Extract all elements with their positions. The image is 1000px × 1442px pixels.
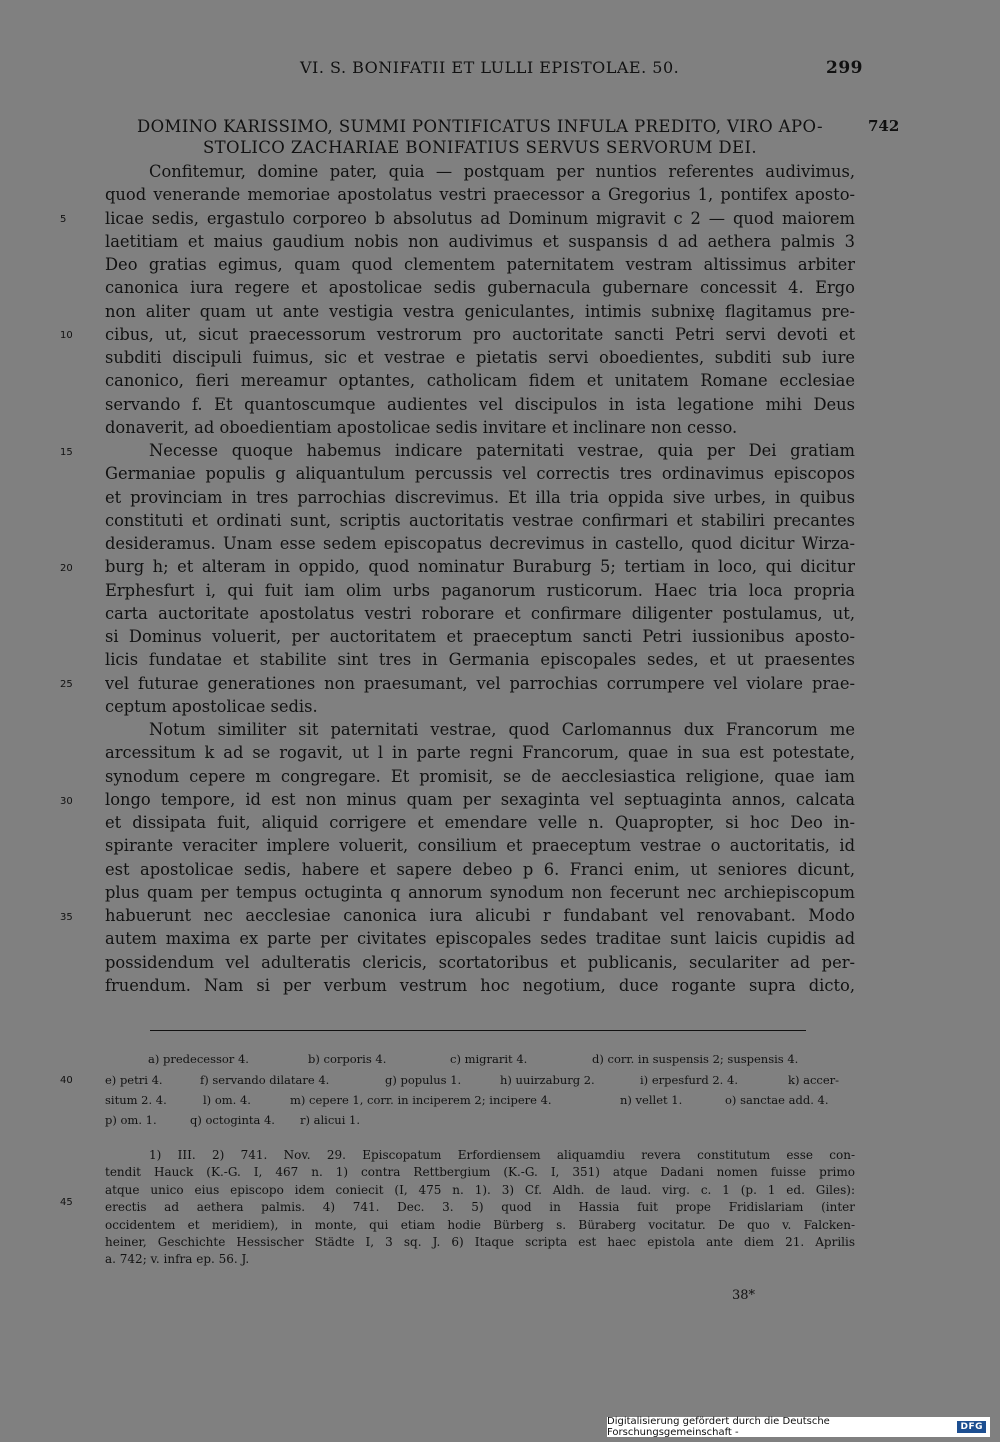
line-number: 20 — [60, 563, 73, 574]
body-line: cibus, ut, sicut praecessorum vestrorum pro auctoritate sancti Petri servi devoti et — [105, 324, 855, 344]
dfg-logo-icon: DFG — [957, 1421, 986, 1433]
line-number: 35 — [60, 912, 73, 923]
body-line: longo tempore, id est non minus quam per sexaginta vel septuaginta annos, calcata — [105, 789, 855, 809]
line-number: 25 — [60, 679, 73, 690]
body-line: quod venerande memoriae apostolatus vestri praecessor a Gregorius 1, pontifex aposto- — [105, 185, 855, 205]
apparatus-entry: e) petri 4. — [105, 1073, 163, 1087]
body-line: et dissipata fuit, aliquid corrigere et emendare velle n. Quapropter, si hoc Deo in- — [105, 813, 855, 832]
note-line: tendit Hauck (K.-G. I, 467 n. 1) contra Rettbergium (K.-G. I, 351) atque Dadani nomen fuisse primo — [105, 1165, 855, 1180]
apparatus-entry: q) octoginta 4. — [190, 1113, 275, 1127]
body-line: fruendum. Nam si per verbum vestrum hoc negotium, duce rogante supra dicto, — [105, 975, 855, 995]
note-line: erectis ad aethera palmis. 4) 741. Dec. 3. 5) quod in Hassia fuit prope Fridislariam (inter — [105, 1200, 855, 1215]
apparatus-entry: p) om. 1. — [105, 1113, 157, 1127]
body-line: arcessitum k ad se rogavit, ut l in parte regni Francorum, quae in sua est potestate, — [105, 743, 855, 763]
body-line: plus quam per tempus octuginta q annorum synodum non fecerunt nec archiepiscopum — [105, 882, 855, 902]
note-line: atque unico eius episcopo idem coniecit (I, 475 n. 1). 3) Cf. Aldh. de laud. virg. c. 1 (p. 1 ed. Giles): — [105, 1182, 855, 1197]
apparatus-entry: d) corr. in suspensis 2; suspensis 4. — [592, 1052, 799, 1066]
title-line-2: STOLICO ZACHARIAE BONIFATIUS SERVUS SERVORUM DEI. — [202, 138, 758, 157]
body-line: spirante veraciter implere voluerit, consilium et praeceptum vestrae o auctoritatis, id — [105, 836, 855, 856]
body-line: et provinciam in tres parrochias discrevimus. Et illa tria oppida sive urbes, in quibus — [105, 487, 855, 507]
note-line: occidentem et meridiem), in monte, qui etiam hodie Bürberg s. Büraberg vocitatur. De quo v. Falcken- — [105, 1217, 855, 1232]
line-number: 30 — [60, 796, 73, 807]
body-line: Notum similiter sit paternitati vestrae, quod Carlomannus dux Francorum me — [149, 720, 855, 739]
body-line: si Dominus voluerit, per auctoritatem et praeceptum sancti Petri iussionibus aposto- — [105, 627, 855, 646]
body-line: laetitiam et maius gaudium nobis non audivimus et suspansis d ad aethera palmis 3 — [105, 231, 855, 251]
body-line: Necesse quoque habemus indicare paternitati vestrae, quia per Dei gratiam — [149, 441, 855, 460]
apparatus-entry: n) vellet 1. — [620, 1093, 683, 1107]
note-line: heiner, Geschichte Hessischer Städte I, 3 sq. J. 6) Itaque scripta est haec epistola ante diem 21. Aprilis — [105, 1234, 855, 1249]
body-line: Erphesfurt i, qui fuit iam olim urbs paganorum rusticorum. Haec tria loca propria — [105, 580, 855, 600]
body-line: desideramus. Unam esse sedem episcopatus decrevimus in castello, quod dicitur Wirza- — [105, 534, 855, 553]
running-title: VI. S. BONIFATII ET LULLI EPISTOLAE. 50. — [300, 58, 680, 77]
body-line: synodum cepere m congregare. Et promisit, se de aecclesiastica religione, quae iam — [105, 766, 855, 786]
apparatus-entry: m) cepere 1, corr. in inciperem 2; incipere 4. — [290, 1093, 552, 1107]
line-number: 40 — [60, 1075, 73, 1086]
funding-bar — [607, 1417, 990, 1437]
apparatus-entry: a) predecessor 4. — [148, 1052, 249, 1066]
apparatus-entry: g) populus 1. — [385, 1073, 462, 1087]
line-number: 5 — [60, 214, 67, 225]
apparatus-entry: k) accer- — [788, 1073, 840, 1087]
apparatus-entry: situm 2. 4. — [105, 1093, 167, 1107]
body-line: est apostolicae sedis, habere et sapere debeo p 6. Franci enim, ut seniores dicunt, — [105, 859, 855, 879]
title-line-1: DOMINO KARISSIMO, SUMMI PONTIFICATUS INFULA PREDITO, VIRO APO- — [136, 117, 824, 136]
signature-mark: 38* — [732, 1288, 756, 1303]
funding-text: Digitalisierung gefördert durch die Deutsche Forschungsgemeinschaft - — [607, 1416, 830, 1438]
note-line: 1) III. 2) 741. Nov. 29. Episcopatum Erfordiensem aliquamdiu revera constitutum esse con- — [149, 1148, 855, 1162]
body-line: licae sedis, ergastulo corporeo b absolutus ad Dominum migravit c 2 — quod maiorem — [105, 208, 855, 228]
body-line: Deo gratias egimus, quam quod clementem paternitatem vestram altissimus arbiter — [105, 255, 855, 274]
apparatus-entry: f) servando dilatare 4. — [200, 1073, 330, 1087]
body-line: Confitemur, domine pater, quia — postquam per nuntios referentes audivimus, — [149, 162, 855, 181]
apparatus-entry: r) alicui 1. — [300, 1113, 361, 1127]
body-line: carta auctoritate apostolatus vestri roborare et confirmare diligenter postulamus, ut, — [105, 603, 855, 623]
margin-year: 742 — [868, 117, 900, 135]
body-line: Germaniae populis g aliquantulum percussis vel correctis tres ordinavimus episcopos — [105, 464, 855, 484]
body-line: vel futurae generationes non praesumant, vel parrochias corrumpere vel violare prae- — [105, 673, 855, 693]
apparatus-entry: l) om. 4. — [203, 1093, 251, 1107]
page-number: 299 — [826, 58, 863, 78]
apparatus-entry: o) sanctae add. 4. — [725, 1093, 829, 1107]
body-line: habuerunt nec aecclesiae canonica iura alicubi r fundabant vel renovabant. Modo — [105, 906, 855, 925]
footnote-rule — [150, 1030, 806, 1031]
letter-body — [105, 160, 855, 997]
body-line: ceptum apostolicae sedis. — [105, 696, 318, 716]
apparatus-entry: c) migrarit 4. — [450, 1052, 528, 1066]
body-line: donaverit, ad oboedientiam apostolicae sedis invitare et inclinare non cesso. — [105, 417, 738, 437]
body-line: canonica iura regere et apostolicae sedis gubernacula gubernare concessit 4. Ergo — [105, 278, 855, 298]
body-line: licis fundatae et stabilite sint tres in Germania episcopales sedes, et ut praesentes — [105, 650, 855, 670]
note-line: a. 742; v. infra ep. 56. J. — [105, 1252, 250, 1267]
line-number: 45 — [60, 1197, 73, 1208]
historical-notes — [105, 1147, 855, 1269]
body-line: non aliter quam ut ante vestigia vestra geniculantes, intimis subnixę flagitamus pre- — [105, 301, 855, 321]
body-line: burg h; et alteram in oppido, quod nominatur Buraburg 5; tertiam in loco, qui dicitur — [105, 557, 855, 577]
body-line: autem maxima ex parte per civitates episcopales sedes traditae sunt laicis cupidis ad — [105, 929, 855, 949]
body-line: servando f. Et quantoscumque audientes vel discipulos in ista legatione mihi Deus — [105, 394, 855, 414]
body-line: canonico, fieri mereamur optantes, catholicam fidem et unitatem Romane ecclesiae — [105, 371, 855, 391]
apparatus-entry: i) erpesfurd 2. 4. — [640, 1073, 738, 1087]
body-line: subditi discipuli fuimus, sic et vestrae e pietatis servi oboedientes, subditi sub iure — [105, 348, 855, 367]
body-line: possidendum vel adulteratis clericis, scortatoribus et publicanis, seculariter ad per- — [105, 952, 855, 972]
body-line: constituti et ordinati sunt, scriptis auctoritatis vestrae confirmari et stabiliri precantes — [105, 510, 855, 530]
apparatus-entry: b) corporis 4. — [308, 1052, 387, 1066]
line-number: 10 — [60, 330, 73, 341]
apparatus-entry: h) uuirzaburg 2. — [500, 1073, 595, 1087]
line-number: 15 — [60, 447, 73, 458]
